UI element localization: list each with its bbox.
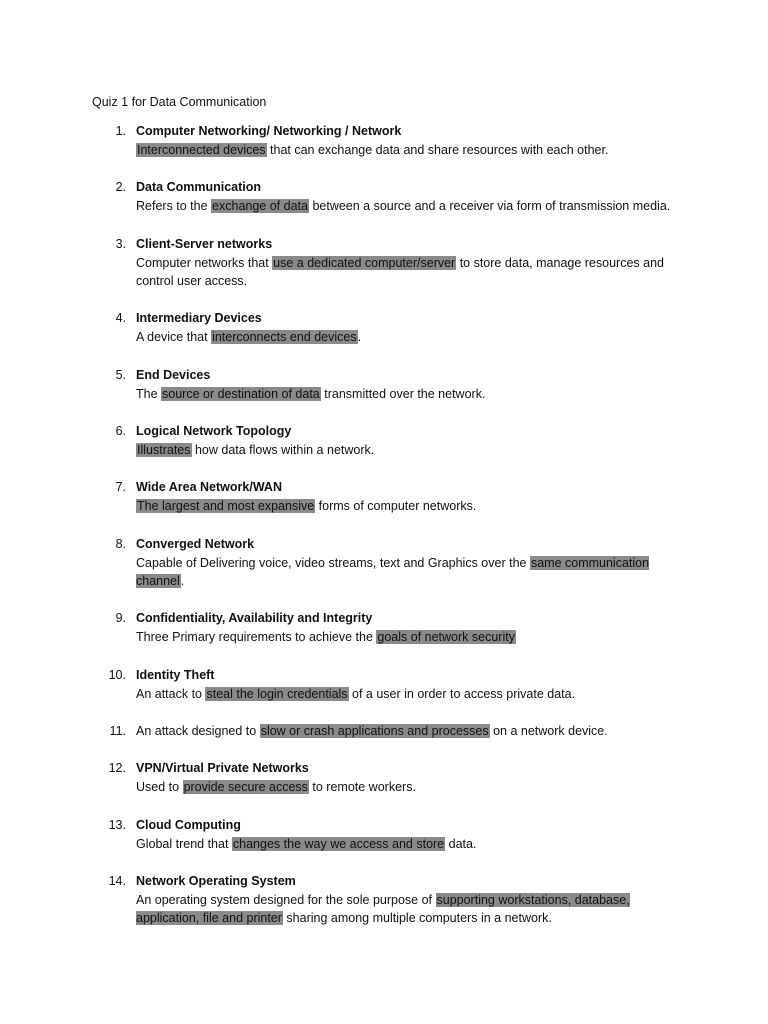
definition-text: The xyxy=(136,386,162,401)
item-content xyxy=(136,816,684,853)
item-content xyxy=(136,309,684,346)
definition-text: to remote workers. xyxy=(308,779,416,794)
item-number: 10. xyxy=(108,668,126,682)
item-number: 12. xyxy=(108,761,126,775)
highlighted-answer: Interconnected devices xyxy=(137,142,266,157)
document-title: Quiz 1 for Data Communication xyxy=(92,95,267,109)
item-number: 6. xyxy=(115,424,126,438)
item-content xyxy=(136,722,684,741)
item-definition xyxy=(136,197,684,216)
definition-text: forms of computer networks. xyxy=(315,498,477,513)
highlighted-answer: goals of network security xyxy=(377,629,515,644)
item-definition xyxy=(136,385,684,404)
item-definition xyxy=(136,141,684,160)
definition-text: Used to xyxy=(136,779,183,794)
item-number: 1. xyxy=(115,124,126,138)
highlighted-answer: supporting workstations, database, application, file and printer xyxy=(136,892,630,925)
item-term: Intermediary Devices xyxy=(136,311,262,325)
item-content xyxy=(136,759,684,796)
item-content xyxy=(136,422,684,459)
item-content xyxy=(136,178,684,215)
definition-text: between a source and a receiver via form of transmission media. xyxy=(308,198,671,213)
item-content xyxy=(136,872,684,928)
highlighted-answer: interconnects end devices xyxy=(212,329,357,344)
item-number: 5. xyxy=(115,368,126,382)
item-definition xyxy=(136,628,684,647)
item-definition xyxy=(136,497,684,516)
highlighted-answer: source or destination of data xyxy=(162,386,320,401)
item-definition xyxy=(136,835,684,854)
item-definition xyxy=(136,778,684,797)
definition-text: . xyxy=(180,574,185,588)
highlighted-answer: provide secure access xyxy=(183,779,308,794)
item-definition xyxy=(136,891,684,928)
definition-text: how data flows within a network. xyxy=(191,442,375,457)
definition-text: An attack to xyxy=(136,686,206,701)
item-term: Computer Networking/ Networking / Network xyxy=(136,124,402,138)
item-number: 13. xyxy=(108,818,126,832)
definition-text: on a network device. xyxy=(489,724,608,738)
highlighted-answer: exchange of data xyxy=(212,198,308,213)
item-content xyxy=(136,535,684,591)
definition-text: An attack designed to xyxy=(136,724,260,738)
item-content xyxy=(136,235,684,291)
item-definition xyxy=(136,328,684,347)
item-content xyxy=(136,122,684,159)
item-term: Cloud Computing xyxy=(136,818,241,832)
item-term: Identity Theft xyxy=(136,668,215,682)
item-term: Logical Network Topology xyxy=(136,424,292,438)
item-term: Client-Server networks xyxy=(136,237,273,251)
item-content xyxy=(136,609,684,646)
definition-text: transmitted over the network. xyxy=(320,386,486,401)
item-content xyxy=(136,666,684,703)
item-term: VPN/Virtual Private Networks xyxy=(136,761,309,775)
definition-text: An operating system designed for the sole purpose of xyxy=(136,892,436,907)
definition-text: A device that xyxy=(136,329,212,344)
highlighted-answer: changes the way we access and store xyxy=(232,836,445,851)
definition-text: to store data, manage resources and control user access. xyxy=(136,255,664,288)
item-number: 2. xyxy=(115,180,126,194)
item-content xyxy=(136,366,684,403)
definition-text: data. xyxy=(445,836,477,851)
item-term: Confidentiality, Availability and Integrity xyxy=(136,611,373,625)
item-number: 8. xyxy=(115,537,126,551)
item-term: End Devices xyxy=(136,368,211,382)
definition-text: of a user in order to access private data. xyxy=(348,686,576,701)
item-definition xyxy=(136,554,684,591)
item-number: 14. xyxy=(108,874,126,888)
item-definition xyxy=(136,441,684,460)
item-term: Data Communication xyxy=(136,180,262,194)
definition-text: . xyxy=(357,329,362,344)
definition-text: Refers to the xyxy=(136,198,212,213)
highlighted-answer: same communication channel xyxy=(136,555,650,588)
item-term: Wide Area Network/WAN xyxy=(136,480,282,494)
item-number: 9. xyxy=(115,611,126,625)
item-number: 4. xyxy=(115,311,126,325)
item-definition xyxy=(136,685,684,704)
item-number: 3. xyxy=(115,237,126,251)
item-number: 7. xyxy=(115,480,126,494)
highlighted-answer: use a dedicated computer/server xyxy=(273,255,456,270)
item-content xyxy=(136,478,684,515)
highlighted-answer: slow or crash applications and processes xyxy=(260,724,489,738)
highlighted-answer: Illustrates xyxy=(137,442,191,457)
definition-text: Global trend that xyxy=(136,836,232,851)
definition-text: Computer networks that xyxy=(136,255,273,270)
item-definition xyxy=(136,722,684,741)
item-definition xyxy=(136,254,684,291)
definition-text: Three Primary requirements to achieve the xyxy=(136,629,377,644)
highlighted-answer: The largest and most expansive xyxy=(137,498,315,513)
definition-text: Capable of Delivering voice, video streams, text and Graphics over the xyxy=(136,555,530,570)
item-number: 11. xyxy=(109,724,126,738)
definition-text: that can exchange data and share resources with each other. xyxy=(266,142,609,157)
highlighted-answer: steal the login credentials xyxy=(206,686,348,701)
item-term: Converged Network xyxy=(136,537,255,551)
item-term: Network Operating System xyxy=(136,874,296,888)
definition-text: sharing among multiple computers in a network. xyxy=(282,911,552,925)
